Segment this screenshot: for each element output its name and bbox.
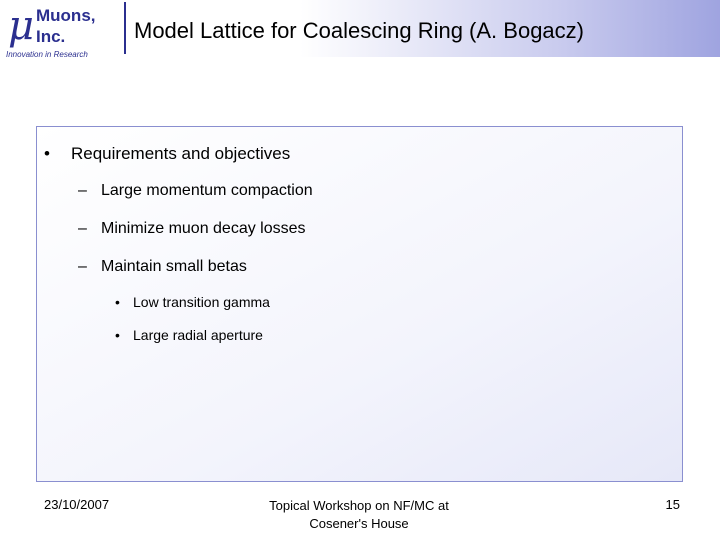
bullet-requirements: Requirements and objectives [71, 144, 291, 163]
footer-event-line1: Topical Workshop on NF/MC at [269, 498, 449, 513]
bullet-marker: • [44, 144, 50, 163]
dash-marker: – [78, 182, 87, 199]
footer-date: 23/10/2007 [44, 497, 110, 512]
bullet-small-betas: Maintain small betas [101, 258, 247, 275]
logo-divider [124, 2, 126, 54]
logo-tagline: Innovation in Research [6, 50, 88, 59]
sub-bullet-marker: • [115, 294, 120, 310]
bullet-momentum-compaction: Large momentum compaction [101, 182, 313, 199]
muons-inc-logo [2, 2, 120, 60]
dash-marker: – [78, 220, 87, 237]
dash-marker: – [78, 258, 87, 275]
slide-title: Model Lattice for Coalescing Ring (A. Bogacz) [134, 18, 584, 43]
logo-name-line2: Inc. [36, 27, 66, 46]
logo-name-line1: Muons, [36, 6, 96, 25]
bullet-decay-losses: Minimize muon decay losses [101, 220, 306, 237]
footer-event [240, 497, 478, 533]
logo-mu-symbol: μ [8, 3, 34, 49]
bullet-transition-gamma: Low transition gamma [133, 294, 270, 310]
sub-bullet-marker: • [115, 327, 120, 343]
bullet-radial-aperture: Large radial aperture [133, 327, 263, 343]
footer-event-line2: Cosener's House [309, 516, 409, 531]
page-number: 15 [665, 497, 680, 512]
